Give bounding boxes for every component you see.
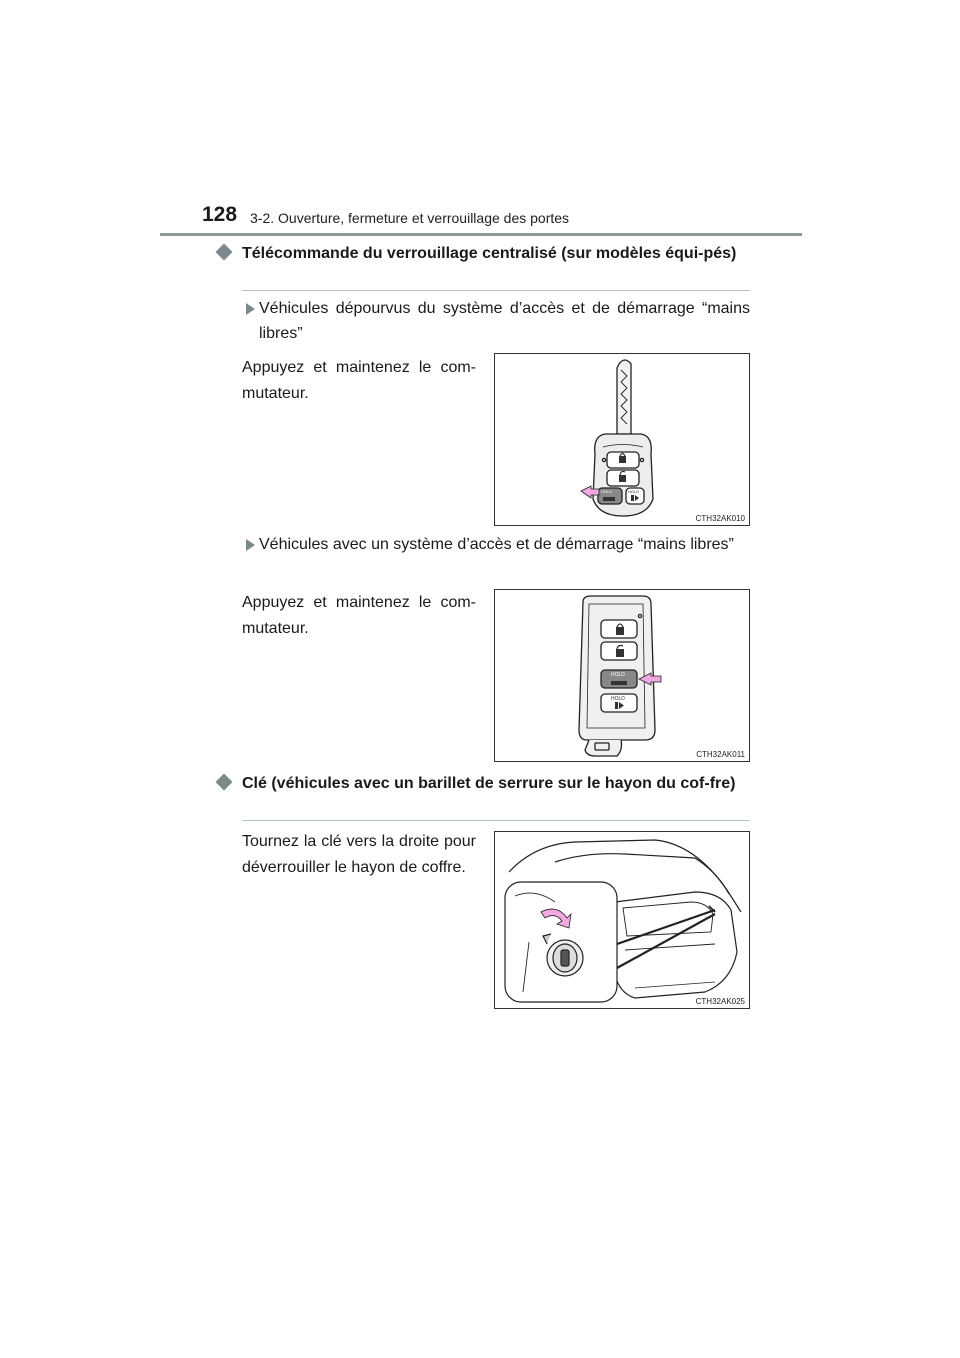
figure-key-remote	[494, 353, 750, 526]
section-rule	[242, 820, 750, 821]
sub-item-text: Véhicules avec un système d’accès et de démarrage “mains libres”	[259, 536, 734, 553]
key-remote-illustration	[495, 354, 749, 525]
section-heading-key	[218, 771, 750, 797]
instruction-text: Tournez la clé vers la droite pour déverrouiller le hayon de coffre.	[242, 833, 476, 876]
triangle-bullet-icon	[246, 303, 255, 315]
sub-item-without-smart-key	[242, 296, 750, 346]
instruction-text: Appuyez et maintenez le com-mutateur.	[242, 594, 476, 637]
hold-label: HOLD	[601, 489, 613, 494]
instruction-text: Appuyez et maintenez le com-mutateur.	[242, 359, 476, 402]
figure-code: CTH32AK010	[695, 514, 745, 523]
hold-label: HOLD	[611, 696, 625, 702]
hold-label: HOLD	[628, 489, 640, 494]
section-heading-text: Télécommande du verrouillage centralisé (sur modèles équi-pés)	[242, 245, 737, 262]
figure-code: CTH32AK025	[695, 997, 745, 1006]
section-heading-text: Clé (véhicules avec un barillet de serrure sur le hayon du cof-fre)	[242, 775, 736, 792]
triangle-bullet-icon	[246, 539, 255, 551]
figure-smart-key	[494, 589, 750, 762]
header-rule	[160, 233, 802, 236]
trunk-key-illustration	[495, 832, 749, 1008]
section-rule	[242, 290, 750, 291]
page-number: 128	[202, 203, 238, 226]
sub-item-with-smart-key	[242, 532, 750, 557]
section-heading-remote	[218, 241, 750, 267]
figure-trunk-key	[494, 831, 750, 1009]
figure-code: CTH32AK011	[696, 750, 745, 759]
sub-item-text: Véhicules dépourvus du système d’accès et de démarrage “mains libres”	[259, 300, 750, 342]
smart-key-illustration	[495, 590, 749, 761]
section-header-title: 3-2. Ouverture, fermeture et verrouillage des portes	[250, 210, 570, 226]
hold-label: HOLD	[611, 672, 625, 678]
